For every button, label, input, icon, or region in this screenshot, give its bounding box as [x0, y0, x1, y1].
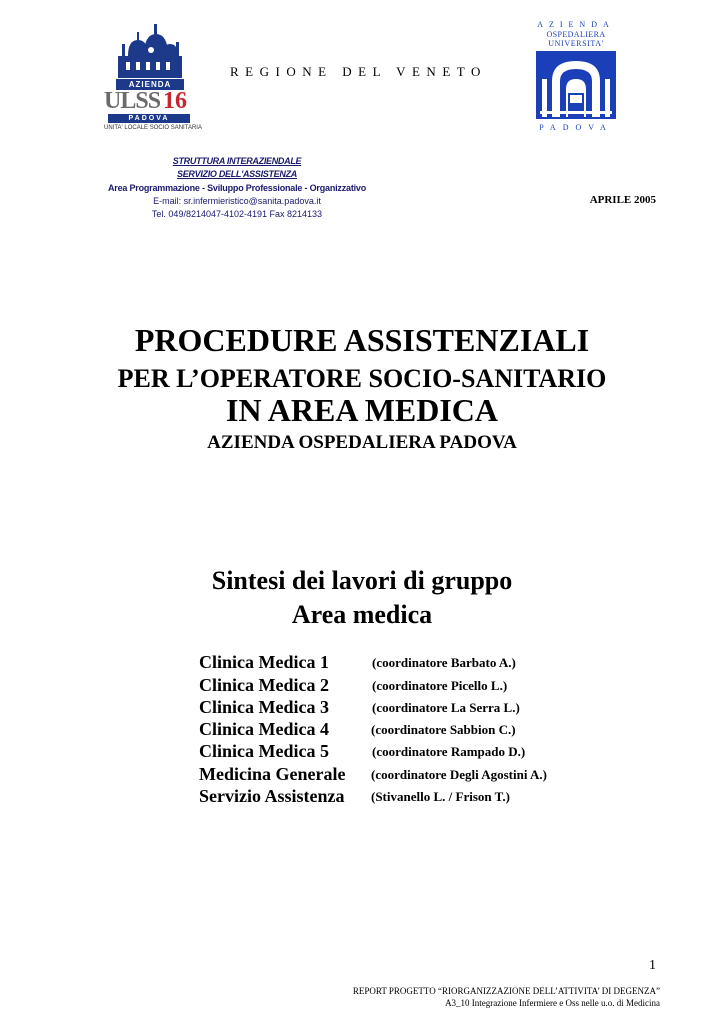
group-name: Clinica Medica 2 [199, 675, 329, 695]
basilica-emblem-icon [104, 22, 194, 80]
list-item [199, 764, 619, 786]
list-item [199, 719, 619, 741]
group-coordinator: (coordinatore Picello L.) [372, 678, 508, 693]
logo-city-band: PADOVA [108, 114, 190, 123]
area-programmazione: Area Programmazione - Sviluppo Professionale - Organizzativo [107, 183, 367, 193]
group-name: Clinica Medica 4 [199, 719, 329, 739]
group-coordinator: (coordinatore La Serra L.) [372, 700, 520, 715]
title-line3: IN AREA MEDICA [225, 392, 499, 428]
ao-logo-line4: PADOVA [539, 123, 613, 132]
group-coordinator: (coordinatore Barbato A.) [372, 655, 516, 670]
group-coordinator: (coordinatore Rampado D.) [372, 744, 526, 759]
phone-line: Tel. 049/8214047-4102-4191 Fax 8214133 [151, 209, 323, 219]
group-coordinator: (coordinatore Degli Agostini A.) [371, 767, 547, 782]
group-name: Medicina Generale [199, 764, 346, 784]
logo-subtitle: UNITA' LOCALE SOCIO SANITARIA [104, 125, 202, 131]
group-name: Servizio Assistenza [199, 786, 345, 806]
ulss16-logo [104, 22, 202, 134]
region-heading: REGIONE DEL VENETO [230, 64, 487, 79]
summary-title: Sintesi dei lavori di gruppo [211, 566, 513, 595]
list-item [199, 786, 619, 808]
list-item [199, 652, 619, 674]
list-item [199, 675, 619, 697]
title-line1: PROCEDURE ASSISTENZIALI [134, 322, 590, 358]
group-coordinator: (coordinatore Sabbion C.) [371, 722, 516, 737]
footer-report-title: REPORT PROGETTO “RIORGANIZZAZIONE DELL’ATTIVITA’ DI DEGENZA” [352, 986, 660, 996]
ao-logo-line2: OSPEDALIERA [546, 30, 606, 39]
list-item [199, 697, 619, 719]
document-date: APRILE 2005 [589, 194, 656, 206]
title-line4: AZIENDA OSPEDALIERA PADOVA [207, 432, 517, 453]
list-item [199, 741, 619, 763]
ao-logo-line1: AZIENDA [537, 20, 615, 29]
title-line2: PER L’OPERATORE SOCIO-SANITARIO [117, 364, 607, 393]
footer-document-code: A3_10 Integrazione Infermiere e Oss nelle u.o. di Medicina [445, 998, 660, 1008]
page-number: 1 [649, 958, 656, 973]
azienda-ospedaliera-logo [534, 20, 618, 134]
arch-emblem-icon [534, 49, 618, 121]
summary-subtitle: Area medica [291, 600, 433, 629]
group-coordinator: (Stivanello L. / Frison T.) [371, 789, 510, 804]
email-line: E-mail: sr.infermieristico@sanita.padova.it [153, 196, 321, 206]
logo-ulss-text: ULSS [104, 88, 161, 114]
group-name: Clinica Medica 3 [199, 697, 329, 717]
ao-logo-line3: UNIVERSITA' [548, 39, 604, 48]
logo-azienda-band: AZIENDA [116, 79, 184, 90]
group-name: Clinica Medica 1 [199, 652, 329, 672]
logo-ulss-number: 16 [163, 88, 187, 114]
servizio-title: SERVIZIO DELL'ASSISTENZA [177, 169, 297, 179]
struttura-title: STRUTTURA INTERAZIENDALE [172, 156, 302, 166]
group-name: Clinica Medica 5 [199, 741, 329, 761]
